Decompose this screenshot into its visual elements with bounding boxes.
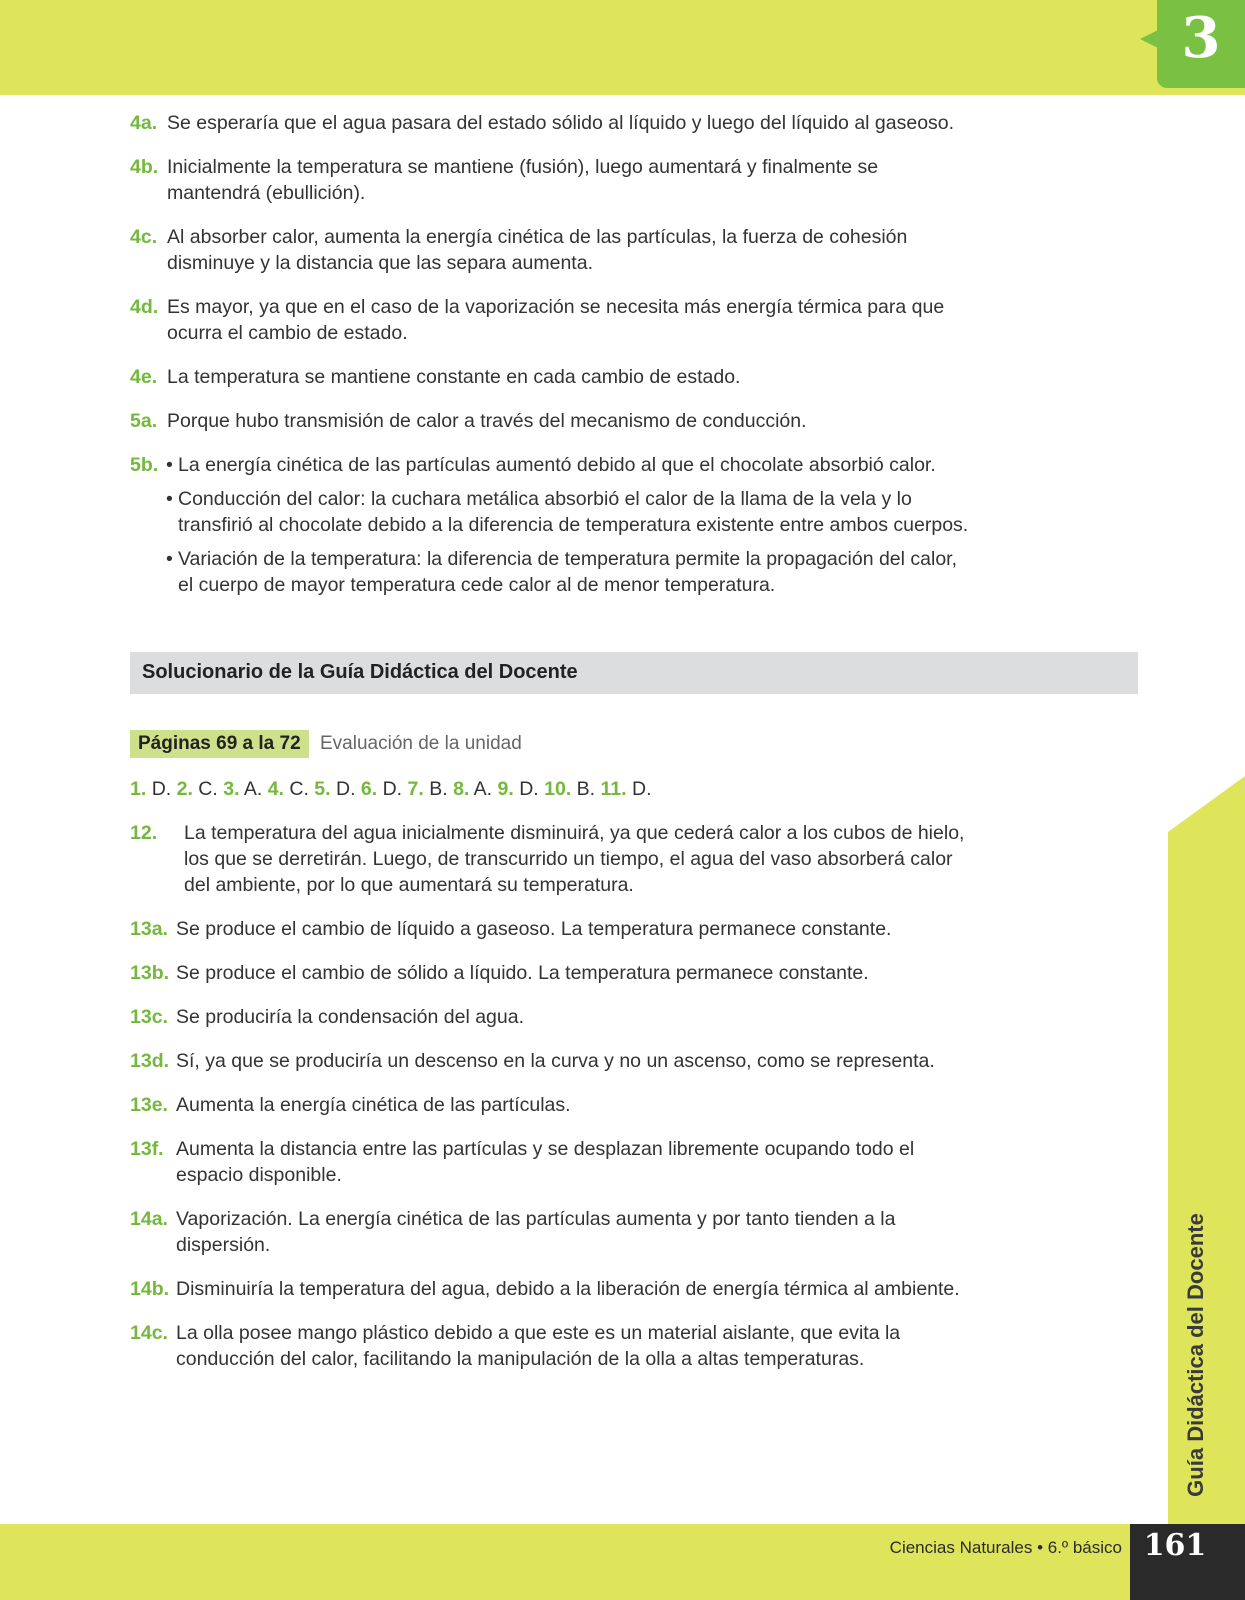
- choice: C.: [289, 778, 309, 800]
- choice: D.: [335, 778, 356, 800]
- choice: D.: [151, 778, 172, 800]
- answer-text: La olla posee mango plástico debido a que este es un material aislante, que evita la conducción del calor, facilitando la manipulación de la olla a altas temperaturas.: [176, 1322, 901, 1370]
- answer-text: Es mayor, ya que en el caso de la vaporización se necesita más energía térmica para que ocurra el cambio de estado.: [167, 296, 945, 344]
- unit-number: 3: [1181, 5, 1221, 71]
- answer-item: [130, 110, 970, 136]
- answer-label: 4b.: [130, 156, 159, 178]
- multiple-choice-answers: [130, 776, 652, 802]
- answers-bottom: [130, 820, 970, 1390]
- answer-text: Aumenta la distancia entre las partículas y se desplazan libremente ocupando todo el espacio disponible.: [176, 1138, 915, 1186]
- answer-label: 5b.: [130, 454, 159, 476]
- answer-item: [130, 154, 970, 206]
- section-header: [130, 652, 1138, 694]
- answer-item: [130, 1206, 970, 1258]
- page-number: 161: [1143, 1528, 1207, 1563]
- answer-text: Porque hubo transmisión de calor a través del mecanismo de conducción.: [167, 410, 807, 432]
- pages-tag: Páginas 69 a la 72: [130, 730, 309, 758]
- answer-text: Aumenta la energía cinética de las partículas.: [176, 1094, 571, 1116]
- side-label-text: Guía Didáctica del Docente: [1183, 1213, 1208, 1497]
- bullet-item: • Conducción del calor: la cuchara metálica absorbió el calor de la llama de la vela y lo transfirió al chocolate debido a la diferencia de temperatura existente entre ambos cuerpos.: [166, 486, 970, 538]
- choice: D.: [519, 778, 539, 800]
- pages-subtitle: Evaluación de la unidad: [320, 733, 522, 754]
- answer-item: [130, 960, 970, 986]
- bullet-item: • Variación de la temperatura: la diferencia de temperatura permite la propagación del calor, el cuerpo de mayor temperatura cede calor al de menor temperatura.: [166, 546, 970, 598]
- answer-text: Se esperaría que el agua pasara del estado sólido al líquido y luego del líquido al gaseoso.: [167, 112, 955, 134]
- answer-text: Se produce el cambio de sólido a líquido. La temperatura permanece constante.: [176, 962, 869, 984]
- choice: D.: [382, 778, 403, 800]
- answer-text: Se produce el cambio de líquido a gaseoso. La temperatura permanece constante.: [176, 918, 892, 940]
- answer-label: 5a.: [130, 410, 158, 432]
- top-band: [0, 0, 1245, 95]
- question-number: 3.: [223, 778, 240, 800]
- answer-label: 14b.: [130, 1278, 170, 1300]
- side-label: [1176, 1213, 1216, 1497]
- answers-top: [130, 110, 970, 616]
- answer-label: 13e.: [130, 1094, 168, 1116]
- question-number: 8.: [453, 778, 470, 800]
- answer-item: [130, 364, 970, 390]
- answer-label: 13f.: [130, 1138, 164, 1160]
- answer-item: [130, 408, 970, 434]
- answer-label: 13c.: [130, 1006, 168, 1028]
- answer-label: 4e.: [130, 366, 158, 388]
- answer-item: [130, 1048, 970, 1074]
- answer-text: Se produciría la condensación del agua.: [176, 1006, 524, 1028]
- answer-label: 13d.: [130, 1050, 170, 1072]
- question-number: 11.: [600, 778, 627, 800]
- answer-item: [130, 224, 970, 276]
- question-number: 2.: [176, 778, 193, 800]
- bottom-band: [0, 1524, 1245, 1600]
- answer-label: 12.: [130, 822, 158, 844]
- answer-item: [130, 1004, 970, 1030]
- question-number: 10.: [544, 778, 572, 800]
- question-number: 7.: [407, 778, 424, 800]
- section-title: Solucionario de la Guía Didáctica del Docente: [142, 661, 578, 683]
- answer-label: 13b.: [130, 962, 170, 984]
- answer-text: La temperatura del agua inicialmente disminuirá, ya que cederá calor a los cubos de hielo, los que se derretirán. Luego, de transcurrido un tiempo, el agua del vaso absorberá calor del ambiente, por lo que aumentará su temperatura.: [184, 822, 965, 896]
- question-number: 6.: [360, 778, 378, 800]
- answer-item: [130, 1092, 970, 1118]
- answer-item: [130, 916, 970, 942]
- answer-text: Inicialmente la temperatura se mantiene (fusión), luego aumentará y finalmente se mantendrá (ebullición).: [167, 156, 879, 204]
- unit-tab-notch: [1140, 30, 1158, 48]
- choice: B.: [429, 778, 448, 800]
- answer-item: [130, 1136, 970, 1188]
- question-number: 9.: [497, 778, 514, 800]
- answer-text: Disminuiría la temperatura del agua, debido a la liberación de energía térmica al ambiente.: [176, 1278, 960, 1300]
- answer-label: 4d.: [130, 296, 159, 318]
- answer-item: [130, 1320, 970, 1372]
- choice: A.: [243, 778, 263, 800]
- answer-label: 14c.: [130, 1322, 168, 1344]
- answer-label: 13a.: [130, 918, 168, 940]
- footer-text: Ciencias Naturales • 6.º básico: [889, 1538, 1122, 1557]
- side-band-triangle: [1168, 776, 1245, 832]
- question-number: 4.: [267, 778, 284, 800]
- question-number: 1.: [130, 778, 147, 800]
- answer-text: Sí, ya que se produciría un descenso en la curva y no un ascenso, como se representa.: [176, 1050, 935, 1072]
- answer-text: La temperatura se mantiene constante en cada cambio de estado.: [167, 366, 741, 388]
- answer-label: 4a.: [130, 112, 158, 134]
- answer-text: Al absorber calor, aumenta la energía cinética de las partículas, la fuerza de cohesión disminuye y la distancia que las separa aumenta.: [167, 226, 908, 274]
- answer-item: [130, 294, 970, 346]
- choice: C.: [198, 778, 218, 800]
- answer-item: [130, 1276, 970, 1302]
- choice: D.: [632, 778, 652, 800]
- choice: A.: [473, 778, 493, 800]
- answer-label: 14a.: [130, 1208, 168, 1230]
- bullet-item: • La energía cinética de las partículas aumentó debido al que el chocolate absorbió calor.: [166, 452, 970, 478]
- answer-item-5b: [130, 452, 970, 598]
- answer-text: Vaporización. La energía cinética de las partículas aumenta y por tanto tienden a la dispersión.: [176, 1208, 896, 1256]
- question-number: 5.: [314, 778, 331, 800]
- answer-label: 4c.: [130, 226, 158, 248]
- answer-item: [130, 820, 970, 898]
- choice: B.: [576, 778, 596, 800]
